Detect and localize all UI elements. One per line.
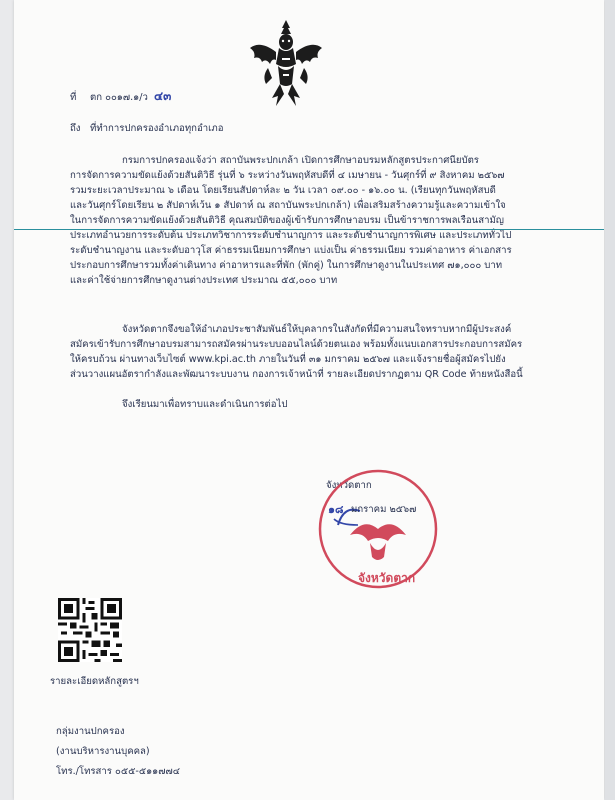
body-line: ระดับชำนาญงาน และระดับอาวุโส ค่าธรรมเนียมการศึกษา แบ่งเป็น ค่าธรรมเนียม รวมค่าอาหาร ค่าเอกสาร — [70, 245, 512, 256]
body-line: การจัดการความขัดแย้งด้วยสันติวิธี รุ่นที่ ๖ ระหว่างวันพฤหัสบดีที่ ๔ เมษายน - วันศุกร์ที่ ๙ สิงหาคม ๒๕๖๗ — [70, 170, 505, 181]
garuda-emblem-icon — [246, 18, 326, 110]
body-line: รวมระยะเวลาประมาณ ๖ เดือน โดยเรียนสัปดาห์ละ ๒ วัน เวลา ๐๙.๐๐ - ๑๖.๐๐ น. (เรียนทุกวันพฤหัสบดี — [70, 185, 496, 196]
qr-code-icon[interactable] — [58, 598, 122, 662]
body-line: และค่าใช้จ่ายการศึกษาดูงานต่างประเทศ ประมาณ ๕๕,๐๐๐ บาท — [70, 275, 338, 286]
date-text: มกราคม ๒๕๖๗ — [351, 504, 417, 515]
date-handwritten-day: ๑๘ — [328, 503, 344, 516]
body-line: ประกอบการศึกษารวมทั้งค่าเดินทาง ค่าอาหารและที่พัก (พักคู่) ในการศึกษาดูงานในประเทศ ๗๑,๐๐๐ บาท — [70, 260, 503, 271]
to-recipient: ที่ทำการปกครองอำเภอทุกอำเภอ — [90, 123, 224, 134]
footer-line: กลุ่มงานปกครอง — [56, 726, 125, 737]
scan-line-divider — [14, 229, 604, 230]
closing-line: จึงเรียนมาเพื่อทราบและดำเนินการต่อไป — [122, 399, 288, 410]
right-edge-bar — [605, 0, 615, 800]
to-label: ถึง — [70, 123, 81, 134]
body-line: ส่วนวางแผนอัตรากำลังและพัฒนาระบบงาน กองการเจ้าหน้าที่ รายละเอียดปรากฏตาม QR Code ท้ายหนังสือนี้ — [70, 369, 523, 380]
body-line: และวันศุกร์โดยเรียน ๒ สัปดาห์เว้น ๑ สัปดาห์ ณ สถาบันพระปกเกล้า) เพื่อเสริมสร้างความรู้และความเข้าใจ — [70, 200, 506, 211]
ref-label: ที่ — [70, 92, 77, 103]
letter-page — [14, 0, 604, 800]
body-line: จังหวัดตากจึงขอให้อำเภอประชาสัมพันธ์ให้บุคลากรในสังกัดที่มีความสนใจทราบหากมีผู้ประสงค์ — [122, 324, 512, 335]
body-line: ในการจัดการความขัดแย้งด้วยสันติวิธี คุณสมบัติของผู้เข้ารับการศึกษาอบรม เป็นข้าราชการพลเรือนสามัญ — [70, 215, 504, 226]
seal-text: จังหวัดตาก — [358, 571, 416, 585]
ref-number: ตก ๐๐๑๗.๑/ว — [90, 92, 148, 103]
body-line: สมัครเข้ารับการศึกษาอบรมสามารถสมัครผ่านระบบออนไลน์ด้วยตนเอง พร้อมทั้งแนบเอกสารประกอบการสมัคร — [70, 339, 523, 350]
body-line: ประเภทอำนวยการระดับต้น ประเภทวิชาการระดับชำนาญการ และระดับชำนาญการพิเศษ และประเภททั่วไป — [70, 230, 512, 241]
ref-handwritten-number: ๔๓ — [154, 89, 172, 103]
signer-name: จังหวัดตาก — [326, 480, 372, 491]
body-line: ให้ครบถ้วน ผ่านทางเว็บไซต์ www.kpi.ac.th ภายในวันที่ ๓๑ มกราคม ๒๕๖๗ และแจ้งรายชื่อผู้สมัครไปยัง — [70, 354, 506, 365]
body-line: กรมการปกครองแจ้งว่า สถาบันพระปกเกล้า เปิดการศึกษาอบรมหลักสูตรประกาศนียบัตร — [122, 155, 479, 166]
footer-line: โทร./โทรสาร ๐๕๕-๕๑๑๗๗๔ — [56, 766, 180, 777]
footer-line: (งานบริหารงานบุคคล) — [56, 746, 150, 757]
qr-caption: รายละเอียดหลักสูตรฯ — [50, 676, 139, 687]
